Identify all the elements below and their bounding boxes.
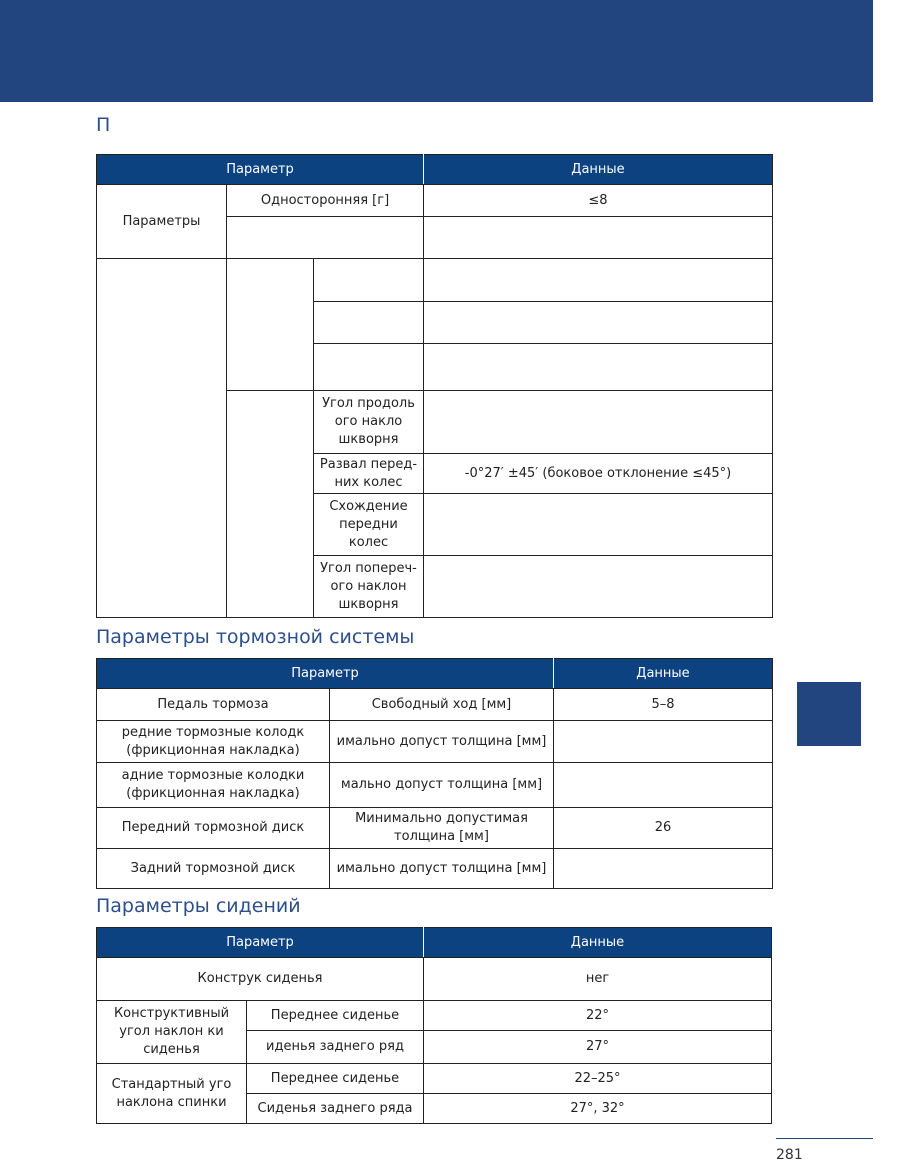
seat-design-angle-label: Конструктивный угол наклон ки сиденья (97, 1001, 247, 1064)
seat-table (96, 927, 772, 1124)
toe-value (424, 494, 773, 556)
table-header-data: Данные (554, 659, 773, 689)
brake-row-value: 5–8 (554, 689, 773, 721)
header-banner (0, 0, 873, 102)
empty-group-cell (97, 259, 227, 618)
section-heading-brakes: Параметры тормозной системы (96, 626, 415, 648)
brake-row-param: мально допуст толщина [мм] (330, 763, 554, 808)
camber-label: Развал перед- них колес (314, 454, 424, 494)
wheel-alignment-table (96, 154, 773, 618)
table-header-data: Данные (424, 928, 772, 958)
seat-row-label: иденья заднего ряд (247, 1031, 424, 1064)
seat-row-label: Сиденья заднего ряда (247, 1094, 424, 1124)
page-number: 281 (776, 1147, 803, 1163)
table-header-parameter: Параметр (97, 928, 424, 958)
empty-value-cell (424, 344, 773, 391)
brake-table (96, 658, 773, 889)
seat-row-value: 27° (424, 1031, 772, 1064)
kingpin-inclination-value (424, 556, 773, 618)
brake-row-name: Передний тормозной диск (97, 808, 330, 849)
page-number-rule (776, 1138, 873, 1139)
seat-construction-label: Конструк сиденья (97, 958, 424, 1001)
caster-angle-value (424, 391, 773, 454)
empty-cell (314, 344, 424, 391)
seat-construction-value: нег (424, 958, 772, 1001)
brake-row-name: Педаль тормоза (97, 689, 330, 721)
toe-label: Схождение передни колес (314, 494, 424, 556)
empty-value-cell (424, 302, 773, 344)
chapter-edge-tab (797, 682, 861, 746)
kingpin-inclination-label: Угол попереч- ого наклон шкворня (314, 556, 424, 618)
empty-value-cell (424, 259, 773, 302)
seat-row-value: 27°, 32° (424, 1094, 772, 1124)
table-header-parameter: Параметр (97, 659, 554, 689)
seat-row-value: 22° (424, 1001, 772, 1031)
section-heading-seats: Параметры сидений (96, 895, 301, 917)
empty-cell (314, 302, 424, 344)
table-header-data: Данные (424, 155, 773, 185)
row-label-parameters: Параметры (97, 185, 227, 259)
brake-row-value (554, 763, 773, 808)
brake-row-value (554, 849, 773, 889)
brake-row-param: Минимально допустимая толщина [мм] (330, 808, 554, 849)
caster-angle-label: Угол продоль ого накло шкворня (314, 391, 424, 454)
seat-row-value: 22–25° (424, 1064, 772, 1094)
empty-cell (314, 259, 424, 302)
one-side-label: Односторонняя [г] (227, 185, 424, 217)
brake-row-name: Задний тормозной диск (97, 849, 330, 889)
section-heading-wheels: П (96, 114, 111, 136)
seat-row-label: Переднее сиденье (247, 1001, 424, 1031)
brake-row-param: имально допуст толщина [мм] (330, 721, 554, 763)
one-side-value: ≤8 (424, 185, 773, 217)
empty-value-cell (424, 217, 773, 259)
brake-row-value (554, 721, 773, 763)
brake-row-param: имально допуст толщина [мм] (330, 849, 554, 889)
seat-row-label: Переднее сиденье (247, 1064, 424, 1094)
table-header-parameter: Параметр (97, 155, 424, 185)
brake-row-value: 26 (554, 808, 773, 849)
brake-row-param: Свободный ход [мм] (330, 689, 554, 721)
brake-row-name: редние тормозные колодк (фрикционная накладка) (97, 721, 330, 763)
empty-subgroup-cell (227, 259, 314, 391)
empty-cell (227, 217, 424, 259)
seat-standard-angle-label: Стандартный уго наклона спинки (97, 1064, 247, 1124)
brake-row-name: адние тормозные колодки (фрикционная накладка) (97, 763, 330, 808)
empty-subgroup-cell (227, 391, 314, 618)
camber-value: -0°27′ ±45′ (боковое отклонение ≤45°) (424, 454, 773, 494)
